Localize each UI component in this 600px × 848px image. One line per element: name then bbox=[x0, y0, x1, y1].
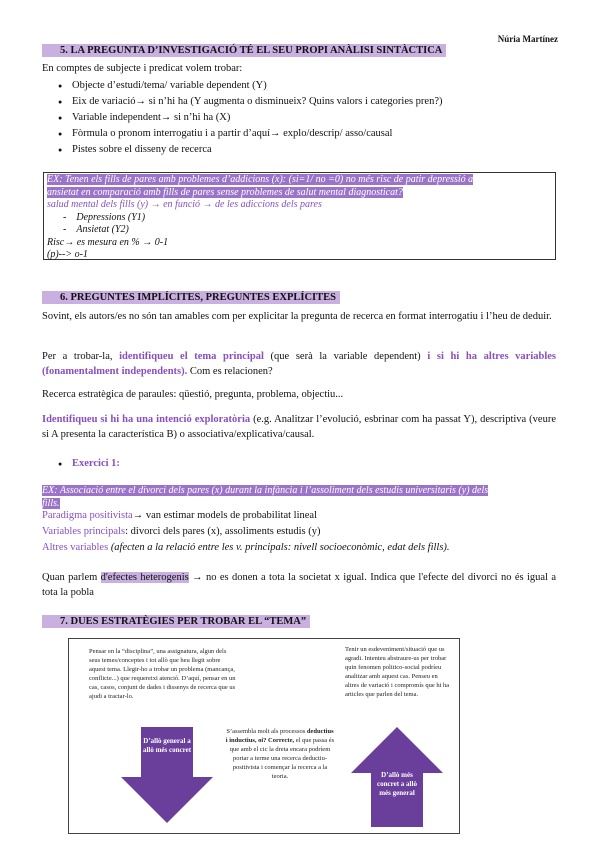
example-line: fills. bbox=[42, 498, 60, 509]
left-arrow-label: D’allò general a allò més concret bbox=[142, 737, 192, 754]
highlight-text: Identifiqueu si hi ha una intenció exploratòria bbox=[42, 414, 251, 425]
strategies-figure bbox=[68, 638, 460, 834]
example-line: Depressions (Y1) bbox=[76, 211, 146, 223]
section-5-heading: 5. LA PREGUNTA D’INVESTIGACIÓ TÉ EL SEU PROPI ANÀLISI SINTÀCTICA bbox=[42, 44, 446, 57]
example-box: EX: Tenen els fills de pares amb problemes d’addicions (x): (si=1/ no =0) no més risc de patir depressió a ansietat en comparació amb fills de pares sense problemes de salut mental diagnosticat? salud mental dels fills (y) → en funció → de les adiccions dels pares - Depressions (Y1) - Ansietat (Y2) Risc→ es mesura en % → 0-1 (p)--> o-1 bbox=[43, 172, 556, 260]
figure-right-text: Tenir un esdeveniment/situació que us agradi. Intenteu abstraure-us per trobar quin fenomen politico-social podríeu analitzar amb aquest cas. Penseu en altres de variació i compromís que hi ha articles que parlen del tema. bbox=[345, 646, 450, 698]
example-line: salud mental dels fills (y) → en funció → de les adiccions dels pares bbox=[47, 199, 322, 210]
section-5-bullets bbox=[42, 78, 443, 158]
bullet-item: ● Variable independent→ si n’hi ha (X) bbox=[42, 110, 443, 126]
author-name: Núria Martínez bbox=[497, 34, 558, 44]
bullet-item: ● Eix de variació→ si n’hi ha (Y augmenta o disminueix? Quins valors i categories pren?) bbox=[42, 94, 443, 110]
example-line: EX: Tenen els fills de pares amb problemes d’addicions (x): (si=1/ no =0) no més risc de patir depressió a bbox=[47, 174, 474, 185]
section-6-paragraph-2: Per a trobar-la, identifiqueu el tema principal (que serà la variable dependent) i si hi ha altres variables (fonamentalment independents). Com es relacionen? bbox=[42, 351, 556, 377]
section-6-paragraph-3: Recerca estratègica de paraules: qüestió, pregunta, problema, objectiu... bbox=[42, 389, 344, 400]
section-6-paragraph-4: Identifiqueu si hi ha una intenció exploratòria (e.g. Analitzar l’evolució, esbrinar com ha passat Y), descriptiva (veure si A presenta la característica B) o associativa/explicativa/causal. bbox=[42, 414, 556, 440]
bullet-item: ● Objecte d’estudi/tema/ variable dependent (Y) bbox=[42, 78, 443, 94]
right-arrow-label: D’allò més concret a allò més general bbox=[377, 771, 417, 797]
example-line: ansietat en comparació amb fills de pares sense problemes de salut mental diagnosticat? bbox=[47, 186, 403, 198]
highlight-text: i si hi ha altres variables (fonamentalment independents). bbox=[42, 351, 556, 377]
exercise-list bbox=[42, 456, 120, 472]
example-line: Risc→ es mesura en % → 0-1 bbox=[47, 236, 169, 248]
section-5-intro: En comptes de subjecte i predicat volem trobar: bbox=[42, 63, 243, 74]
figure-left-text: Pensar en la “disciplina”, una assignatura, algun dels seus temes/conceptes i tot allò que heu llegit sobre aquest tema. Llegir-ho a trobar un problema (mancança, conflicte...) que requereixi atenció. D’aquí, pensar en un cas, casos, conjunt de dades i dissenys de recerca que us ajudi a tractar-lo. bbox=[89, 648, 236, 700]
highlight-text: identifiqueu el tema principal bbox=[119, 351, 264, 362]
arrow-down-icon bbox=[121, 727, 213, 823]
example-line: (p)--> o-1 bbox=[47, 249, 88, 260]
section-7-heading: 7. DUES ESTRATÈGIES PER TROBAR EL “TEMA” bbox=[42, 615, 310, 628]
bullet-item: ● Fòrmula o pronom interrogatiu i a partir d’aquí→ explo/descrip/ asso/causal bbox=[42, 126, 443, 142]
arrow-up-icon bbox=[351, 727, 443, 827]
example-line: Ansietat (Y2) bbox=[76, 224, 129, 235]
section-6-heading: 6. PREGUNTES IMPLÍCITES, PREGUNTES EXPLÍCITES bbox=[42, 291, 340, 304]
exercise-example bbox=[42, 484, 556, 510]
exercise-label: Exercici 1: bbox=[72, 458, 120, 469]
figure-center-text: S’assembla molt als processos deductius i inductius, oi? Correcte, el que passa és que amb el cic la dreta encara podríem portar a terme una recerca deductiu-positivista i començar la recerca a la teoria. bbox=[225, 728, 335, 780]
exercise-details: Paradigma positivista→ van estimar models de probabilitat lineal Variables principals: divorci dels pares (x), assoliments estudis (y) Altres variables (afecten a la relació entre les v. principals: nivell socioeconòmic, edat dels fills). bbox=[42, 510, 450, 553]
heterogeneous-effects-paragraph: Quan parlem d'efectes heterogenis → no es donen a tota la societat x igual. Indica que l'efecte del divorci no és igual a tota la pobla bbox=[42, 572, 556, 598]
example-line: EX: Associació entre el divorci dels pares (x) durant la infància i l’assoliment dels estudis universitaris (y) dels bbox=[42, 485, 489, 496]
section-6-paragraph-1: Sovint, els autors/es no són tan amables com per explicitar la pregunta de recerca en format interrogatiu i l’heu de deduir. bbox=[42, 311, 552, 322]
bullet-item: ● Pistes sobre el disseny de recerca bbox=[42, 142, 443, 158]
